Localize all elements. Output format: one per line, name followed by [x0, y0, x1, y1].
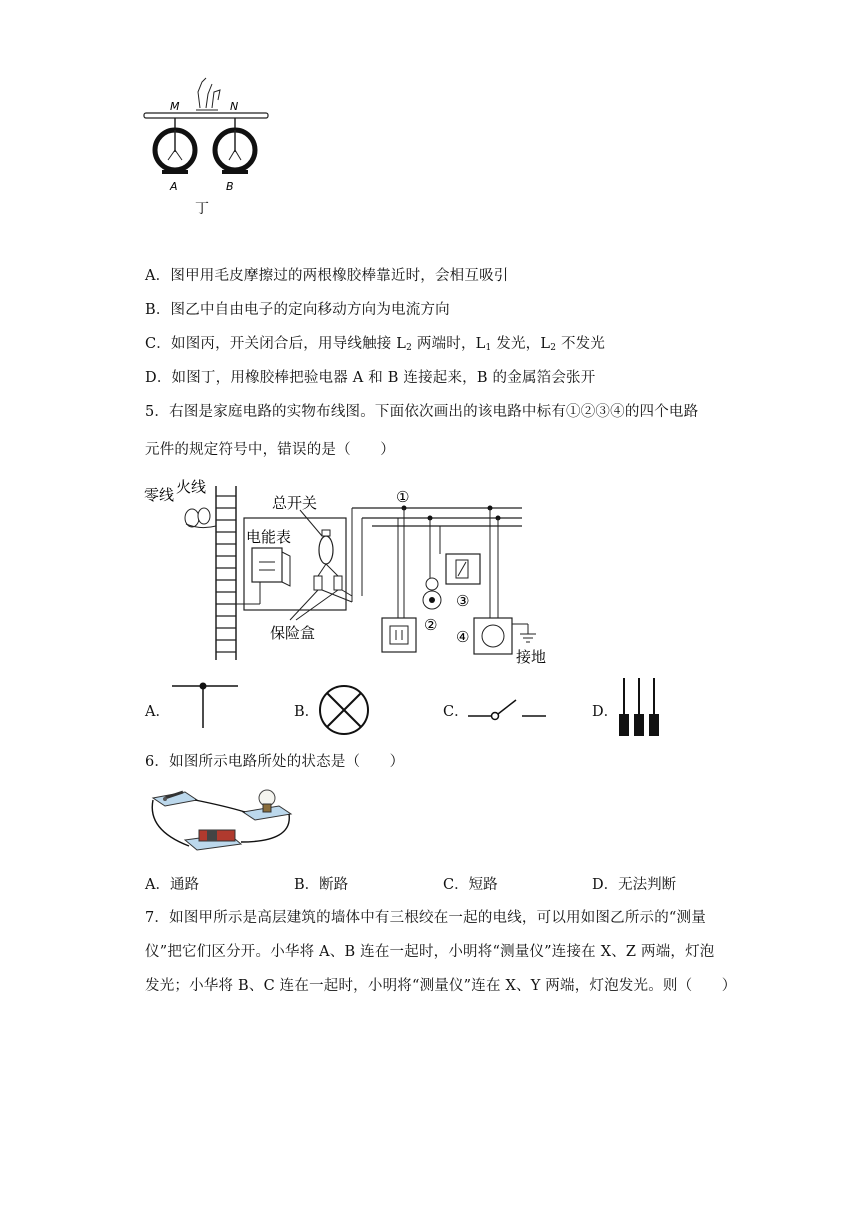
q4-option-a: A．图甲用毛皮摩擦过的两根橡胶棒靠近时，会相互吸引: [145, 268, 509, 284]
q5-option-c-label: C．: [443, 704, 469, 720]
household-circuit-diagram: [140, 474, 560, 670]
label-live: 火线: [176, 478, 207, 496]
figure-caption: 丁: [195, 201, 209, 217]
q6-stem: 6．如图所示电路所处的状态是（ ）: [145, 754, 405, 770]
q7-stem-line2: 仪”把它们区分开。小华将 A、B 连在一起时，小明将“测量仪”连接在 X、Z 两端，灯泡: [145, 944, 715, 960]
q5-stem-line2: 元件的规定符号中，错误的是（ ）: [145, 442, 395, 458]
q7-stem-line3: 发光；小华将 B、C 连在一起时，小明将“测量仪”连在 X、Y 两端，灯泡发光。则（ ）: [145, 978, 737, 994]
q6-option-d: D．无法判断: [592, 877, 677, 893]
q4-c-sub1: 2: [406, 343, 413, 353]
q6-option-c: C．短路: [443, 877, 498, 893]
label-n4: ④: [456, 628, 470, 646]
label-n1: ①: [396, 488, 410, 506]
label-n: N: [230, 100, 239, 113]
label-main-switch: 总开关: [272, 494, 318, 512]
label-n3: ③: [456, 592, 470, 610]
label-meter: 电能表: [246, 528, 292, 546]
electroscope-drawing: [140, 70, 280, 220]
q5-stem-line1: 5．右图是家庭电路的实物布线图。下面依次画出的该电路中标有①②③④的四个电路: [145, 404, 699, 420]
q5-option-a-label: A．: [145, 704, 170, 720]
label-neutral: 零线: [144, 486, 175, 504]
q4-c-sub3: 2: [550, 343, 557, 353]
simple-circuit-figure: [145, 782, 295, 862]
label-n2: ②: [424, 616, 438, 634]
lamp-symbol: [316, 682, 372, 742]
q7-stem-line1: 7．如图甲所示是高层建筑的墙体中有三根绞在一起的电线，可以用如图乙所示的“测量: [145, 910, 706, 926]
q4-option-d: D．如图丁，用橡胶棒把验电器 A 和 B 连接起来，B 的金属箔会张开: [145, 370, 596, 386]
q4-c-part2: 两端时，L: [412, 336, 486, 352]
q4-c-part3: 发光，L: [491, 336, 551, 352]
q4-option-b: B．图乙中自由电子的定向移动方向为电流方向: [145, 302, 450, 318]
label-fuse-box: 保险盒: [270, 624, 316, 642]
junction-symbol: [170, 680, 240, 734]
three-pin-plug-symbol: [616, 676, 662, 742]
q6-option-b: B．断路: [294, 877, 349, 893]
q5-option-d-label: D．: [592, 704, 619, 720]
label-m: M: [170, 100, 180, 113]
switch-symbol: [466, 694, 548, 728]
label-a: A: [170, 180, 178, 193]
label-b: B: [226, 180, 234, 193]
q4-c-sub2: 1: [485, 343, 492, 353]
q4-option-c: [145, 332, 605, 353]
electroscope-figure: [140, 70, 280, 220]
label-ground: 接地: [516, 648, 547, 666]
q5-option-b-label: B．: [294, 704, 320, 720]
q4-c-part4: 不发光: [556, 336, 606, 352]
circuit-drawing: [140, 474, 560, 670]
q4-c-part1: C．如图丙，开关闭合后，用导线触接 L: [145, 336, 407, 352]
q6-option-a: A．通路: [145, 877, 199, 893]
